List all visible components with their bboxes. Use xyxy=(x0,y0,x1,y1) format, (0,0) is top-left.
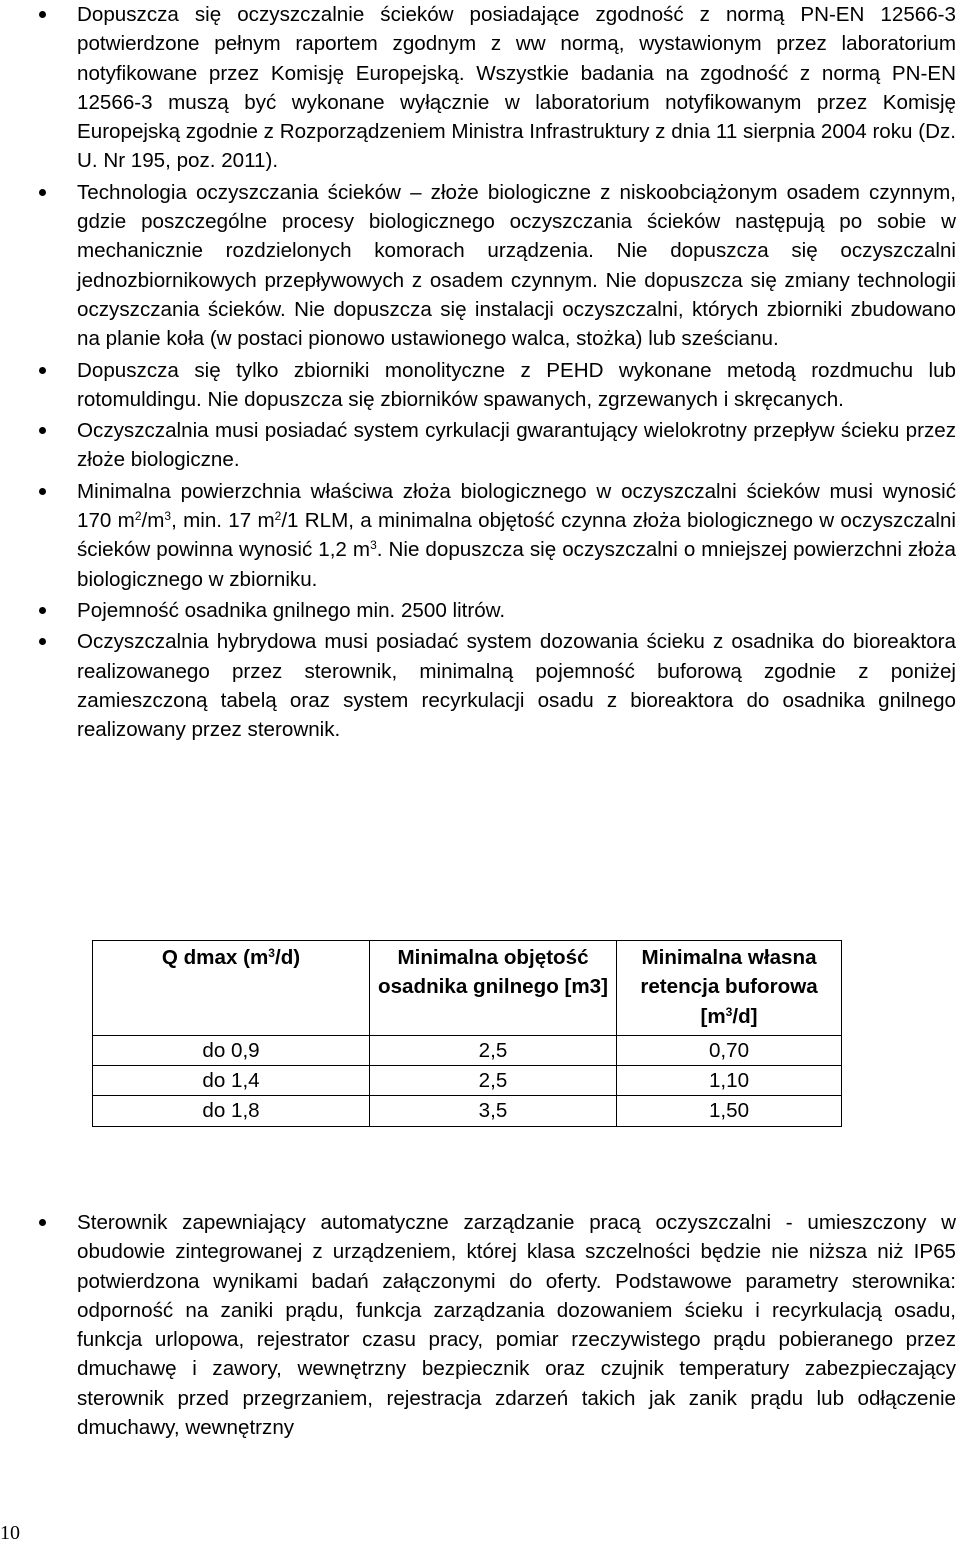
header-min-retention xyxy=(617,941,842,1036)
list-item xyxy=(0,416,960,475)
list-item-text: Pojemność osadnika gnilnego min. 2500 litrów. xyxy=(77,598,506,622)
table-cell: 3,5 xyxy=(370,1096,617,1126)
requirements-list-continued xyxy=(0,1208,960,1442)
table-cell: do 0,9 xyxy=(93,1035,370,1065)
header-text: /d) xyxy=(274,946,301,969)
bullet-icon xyxy=(39,367,46,374)
table-cell: 0,70 xyxy=(617,1035,842,1065)
table-header-row xyxy=(93,941,842,1036)
list-item-text xyxy=(77,477,956,594)
table-cell: 2,5 xyxy=(370,1035,617,1065)
text-run: /1 RLM, a minimalna objętość czynna złoża biologicznego w oczyszczalni ścieków powinna wynosić 1,2 m xyxy=(77,509,956,562)
list-item-text: Technologia oczyszczania ścieków – złoże biologiczne z niskoobciążonym osadem czynnym, gdzie poszczególne procesy biologicznego oczyszczania ścieków następują po sobie w mechanicznie rozdzielonych komorach urządzenia. Nie dopuszcza się oczyszczalni jednozbiornikowych przepływowych z osadem czynnym. Nie dopuszcza się zmiany technologii oczyszczania ścieków. Nie dopuszcza się instalacji oczyszczalni, których zbiorniki zbudowano na planie koła (w postaci pionowo ustawionego walca, stożka) lub sześcianu. xyxy=(77,180,956,351)
table-cell: 1,10 xyxy=(617,1066,842,1096)
list-item-text: Sterownik zapewniający automatyczne zarządzanie pracą oczyszczalni - umieszczony w obudowie zintegrowanej z urządzeniem, której klasa szczelności będzie nie niższa niż IP65 potwierdzona wynikami badań załączonymi do oferty. Podstawowe parametry sterownika: odporność na zaniki prądu, funkcja zarządzania dozowaniem ścieku i recyrkulacją osadu, funkcja urlopowa, rejestrator czasu pracy, pomiar rzeczywistego prądu pobieranego przez dmuchawę i zawory, wewnętrzny bezpiecznik oraz czujnik temperatury zabezpieczający sterownik przed przegrzaniem, rejestracja zdarzeń takich jak zanik prądu lub odłączenie dmuchawy, wewnętrzny xyxy=(77,1211,956,1440)
list-item-text: Oczyszczalnia musi posiadać system cyrkulacji gwarantujący wielokrotny przepływ ścieku przez złoże biologiczne. xyxy=(77,419,956,472)
header-q-dmax xyxy=(93,941,370,1036)
table-row xyxy=(93,1096,842,1126)
table-cell: 2,5 xyxy=(370,1066,617,1096)
header-text: Minimalna własna retencja buforowa [m xyxy=(640,946,818,1028)
list-item xyxy=(0,1208,960,1442)
bullet-icon xyxy=(39,11,46,18)
list-item xyxy=(0,627,960,744)
text-run: Minimalna powierzchnia właściwa złoża biologicznego w oczyszczalni ścieków musi wynosić 170 m xyxy=(77,479,956,533)
table-row xyxy=(93,1035,842,1065)
superscript: 3 xyxy=(370,538,377,553)
superscript: 2 xyxy=(274,509,282,524)
table-cell: do 1,8 xyxy=(93,1096,370,1126)
header-text: Q dmax (m xyxy=(161,946,269,969)
list-item-text: Dopuszcza się oczyszczalnie ścieków posiadające zgodność z normą PN-EN 12566-3 potwierdzone pełnym raportem zgodnym z ww normą, wystawionym przez laboratorium notyfikowane przez Komisję Europejską. Wszystkie badania na zgodność z normą PN-EN 12566-3 muszą być wykonane wyłącznie w laboratorium notyfikowanym przez Komisję Europejską zgodnie z Rozporządzeniem Ministra Infrastruktury z dnia 11 sierpnia 2004 roku (Dz. U. Nr 195, poz. 2011). xyxy=(77,3,956,173)
table-cell: do 1,4 xyxy=(93,1066,370,1096)
list-item xyxy=(0,178,960,354)
superscript: 3 xyxy=(268,946,275,960)
list-item-text: Oczyszczalnia hybrydowa musi posiadać system dozowania ścieku z osadnika do bioreaktora realizowanego przez sterownik, minimalną pojemność buforową zgodnie z poniżej zamieszczoną tabelą oraz system recyrkulacji osadu z bioreaktora do osadnika gnilnego realizowany przez sterownik. xyxy=(77,630,956,742)
bullet-icon xyxy=(39,607,46,614)
bullet-icon xyxy=(39,1219,46,1226)
header-min-volume: Minimalna objętość osadnika gnilnego [m3] xyxy=(370,941,617,1036)
text-run: , min. 17 m xyxy=(171,509,275,533)
superscript: 3 xyxy=(725,1004,733,1019)
text-run: /m xyxy=(141,509,165,533)
bullet-icon xyxy=(39,488,46,495)
bullet-icon xyxy=(39,189,46,196)
header-text: /d] xyxy=(732,1004,758,1028)
list-item xyxy=(0,477,960,594)
list-item-text: Dopuszcza się tylko zbiorniki monolityczne z PEHD wykonane metodą rozdmuchu lub rotomuldingu. Nie dopuszcza się zbiorników spawanych, zgrzewanych i skręcanych. xyxy=(77,358,956,411)
table-row xyxy=(93,1066,842,1096)
text-run: . Nie dopuszcza się oczyszczalni o mniejszej powierzchni złoża biologicznego w zbiorniku. xyxy=(77,538,956,591)
page-number: 10 xyxy=(0,1522,20,1544)
bullet-icon xyxy=(39,427,46,434)
list-item xyxy=(0,356,960,415)
buffer-retention-table xyxy=(92,940,842,1127)
list-item xyxy=(0,596,960,625)
requirements-list xyxy=(0,0,960,744)
superscript: 2 xyxy=(134,509,142,524)
bullet-icon xyxy=(39,638,46,645)
list-item xyxy=(0,0,960,176)
table-cell: 1,50 xyxy=(617,1096,842,1126)
superscript: 3 xyxy=(164,509,172,524)
